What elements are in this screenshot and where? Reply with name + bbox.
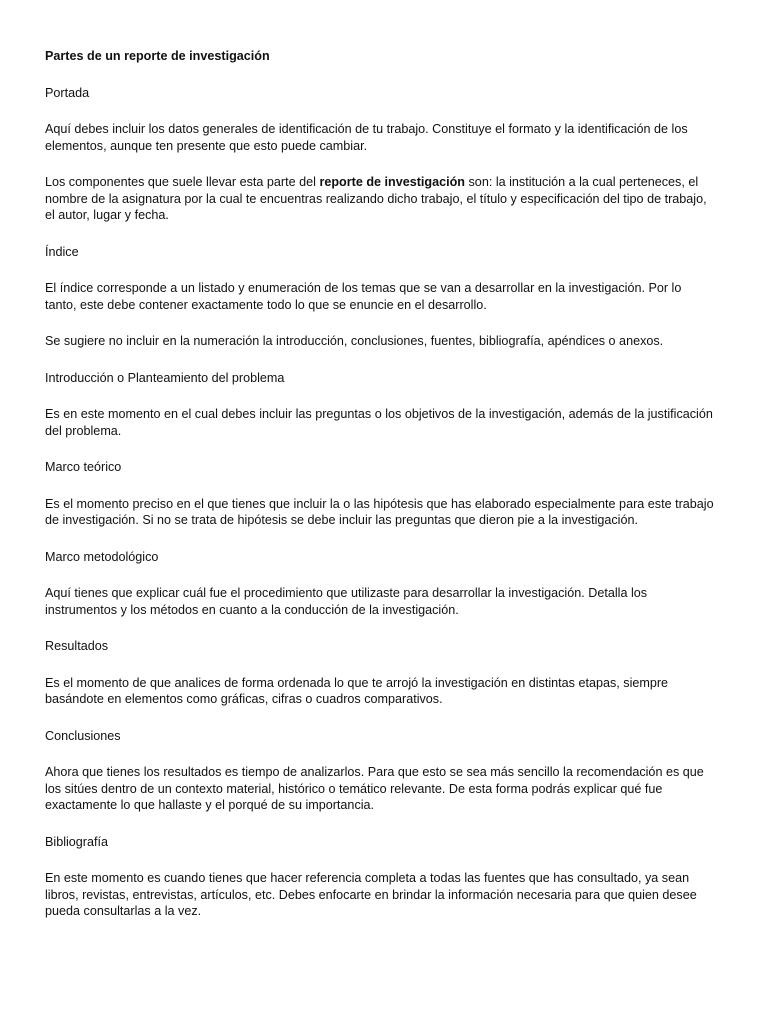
section-heading-marco-metodologico: Marco metodológico [45, 549, 159, 564]
document-page [45, 48, 715, 920]
paragraph-portada-2-after: son: la institución a la cual perteneces, el nombre de la asignatura por la cual te encuentras realizando dicho trabajo, el título y especificación del tipo de trabajo, el autor, lugar y fecha. [45, 175, 707, 222]
paragraph-indice-2: Se sugiere no incluir en la numeración la introducción, conclusiones, fuentes, bibliografía, apéndices o anexos. [45, 334, 664, 348]
paragraph-resultados-1: Es el momento de que analices de forma ordenada lo que te arrojó la investigación en distintas etapas, siempre basándote en elementos como gráficas, cifras o cuadros comparativos. [45, 675, 669, 706]
paragraph-marco-metodologico-1: Aquí tienes que explicar cuál fue el procedimiento que utilizaste para desarrollar la investigación. Detalla los instrumentos y los métodos en cuanto a la conducción de la investigación. [45, 586, 648, 617]
paragraph-portada-2-bold: reporte de investigación [319, 175, 466, 189]
paragraph-introduccion-1: Es en este momento en el cual debes incluir las preguntas o los objetivos de la investigación, además de la justificación del problema. [45, 407, 713, 438]
paragraph-marco-teorico-1: Es el momento preciso en el que tienes que incluir la o las hipótesis que has elaborado especialmente para este trabajo de investigación. Si no se trata de hipótesis se debe incluir las preguntas que dieron pie a la investigación. [45, 496, 714, 527]
paragraph-portada-2-before: Los componentes que suele llevar esta parte del [45, 175, 320, 189]
paragraph-indice-1: El índice corresponde a un listado y enumeración de los temas que se van a desarrollar en la investigación. Por lo tanto, este debe contener exactamente todo lo que se enuncie en el desarrollo. [45, 281, 682, 312]
section-heading-bibliografia: Bibliografía [45, 834, 109, 849]
paragraph-portada-1: Aquí debes incluir los datos generales de identificación de tu trabajo. Constituye el formato y la identificación de los elementos, aunque ten presente que esto puede cambiar. [45, 122, 688, 153]
paragraph-conclusiones-1: Ahora que tienes los resultados es tiempo de analizarlos. Para que esto se sea más sencillo la recomendación es que los sitúes dentro de un contexto material, histórico o temático relevante. De esta forma podrás explicar qué fue exactamente lo que hallaste y el porqué de su importancia. [45, 765, 704, 812]
paragraph-portada-2 [45, 174, 715, 224]
section-heading-marco-teorico: Marco teórico [45, 460, 122, 474]
section-heading-resultados: Resultados [45, 639, 109, 653]
section-heading-introduccion: Introducción o Planteamiento del problema [45, 370, 285, 385]
section-heading-indice: Índice [45, 244, 79, 259]
section-heading-conclusiones: Conclusiones [45, 728, 121, 743]
paragraph-bibliografia-1: En este momento es cuando tienes que hacer referencia completa a todas las fuentes que has consultado, ya sean libros, revistas, entrevistas, artículos, etc. Debes enfocarte en brindar la información necesaria para que quien desee pueda consultarlas a la vez. [45, 871, 697, 918]
section-heading-portada: Portada [45, 85, 90, 100]
document-title: Partes de un reporte de investigación [45, 49, 270, 63]
